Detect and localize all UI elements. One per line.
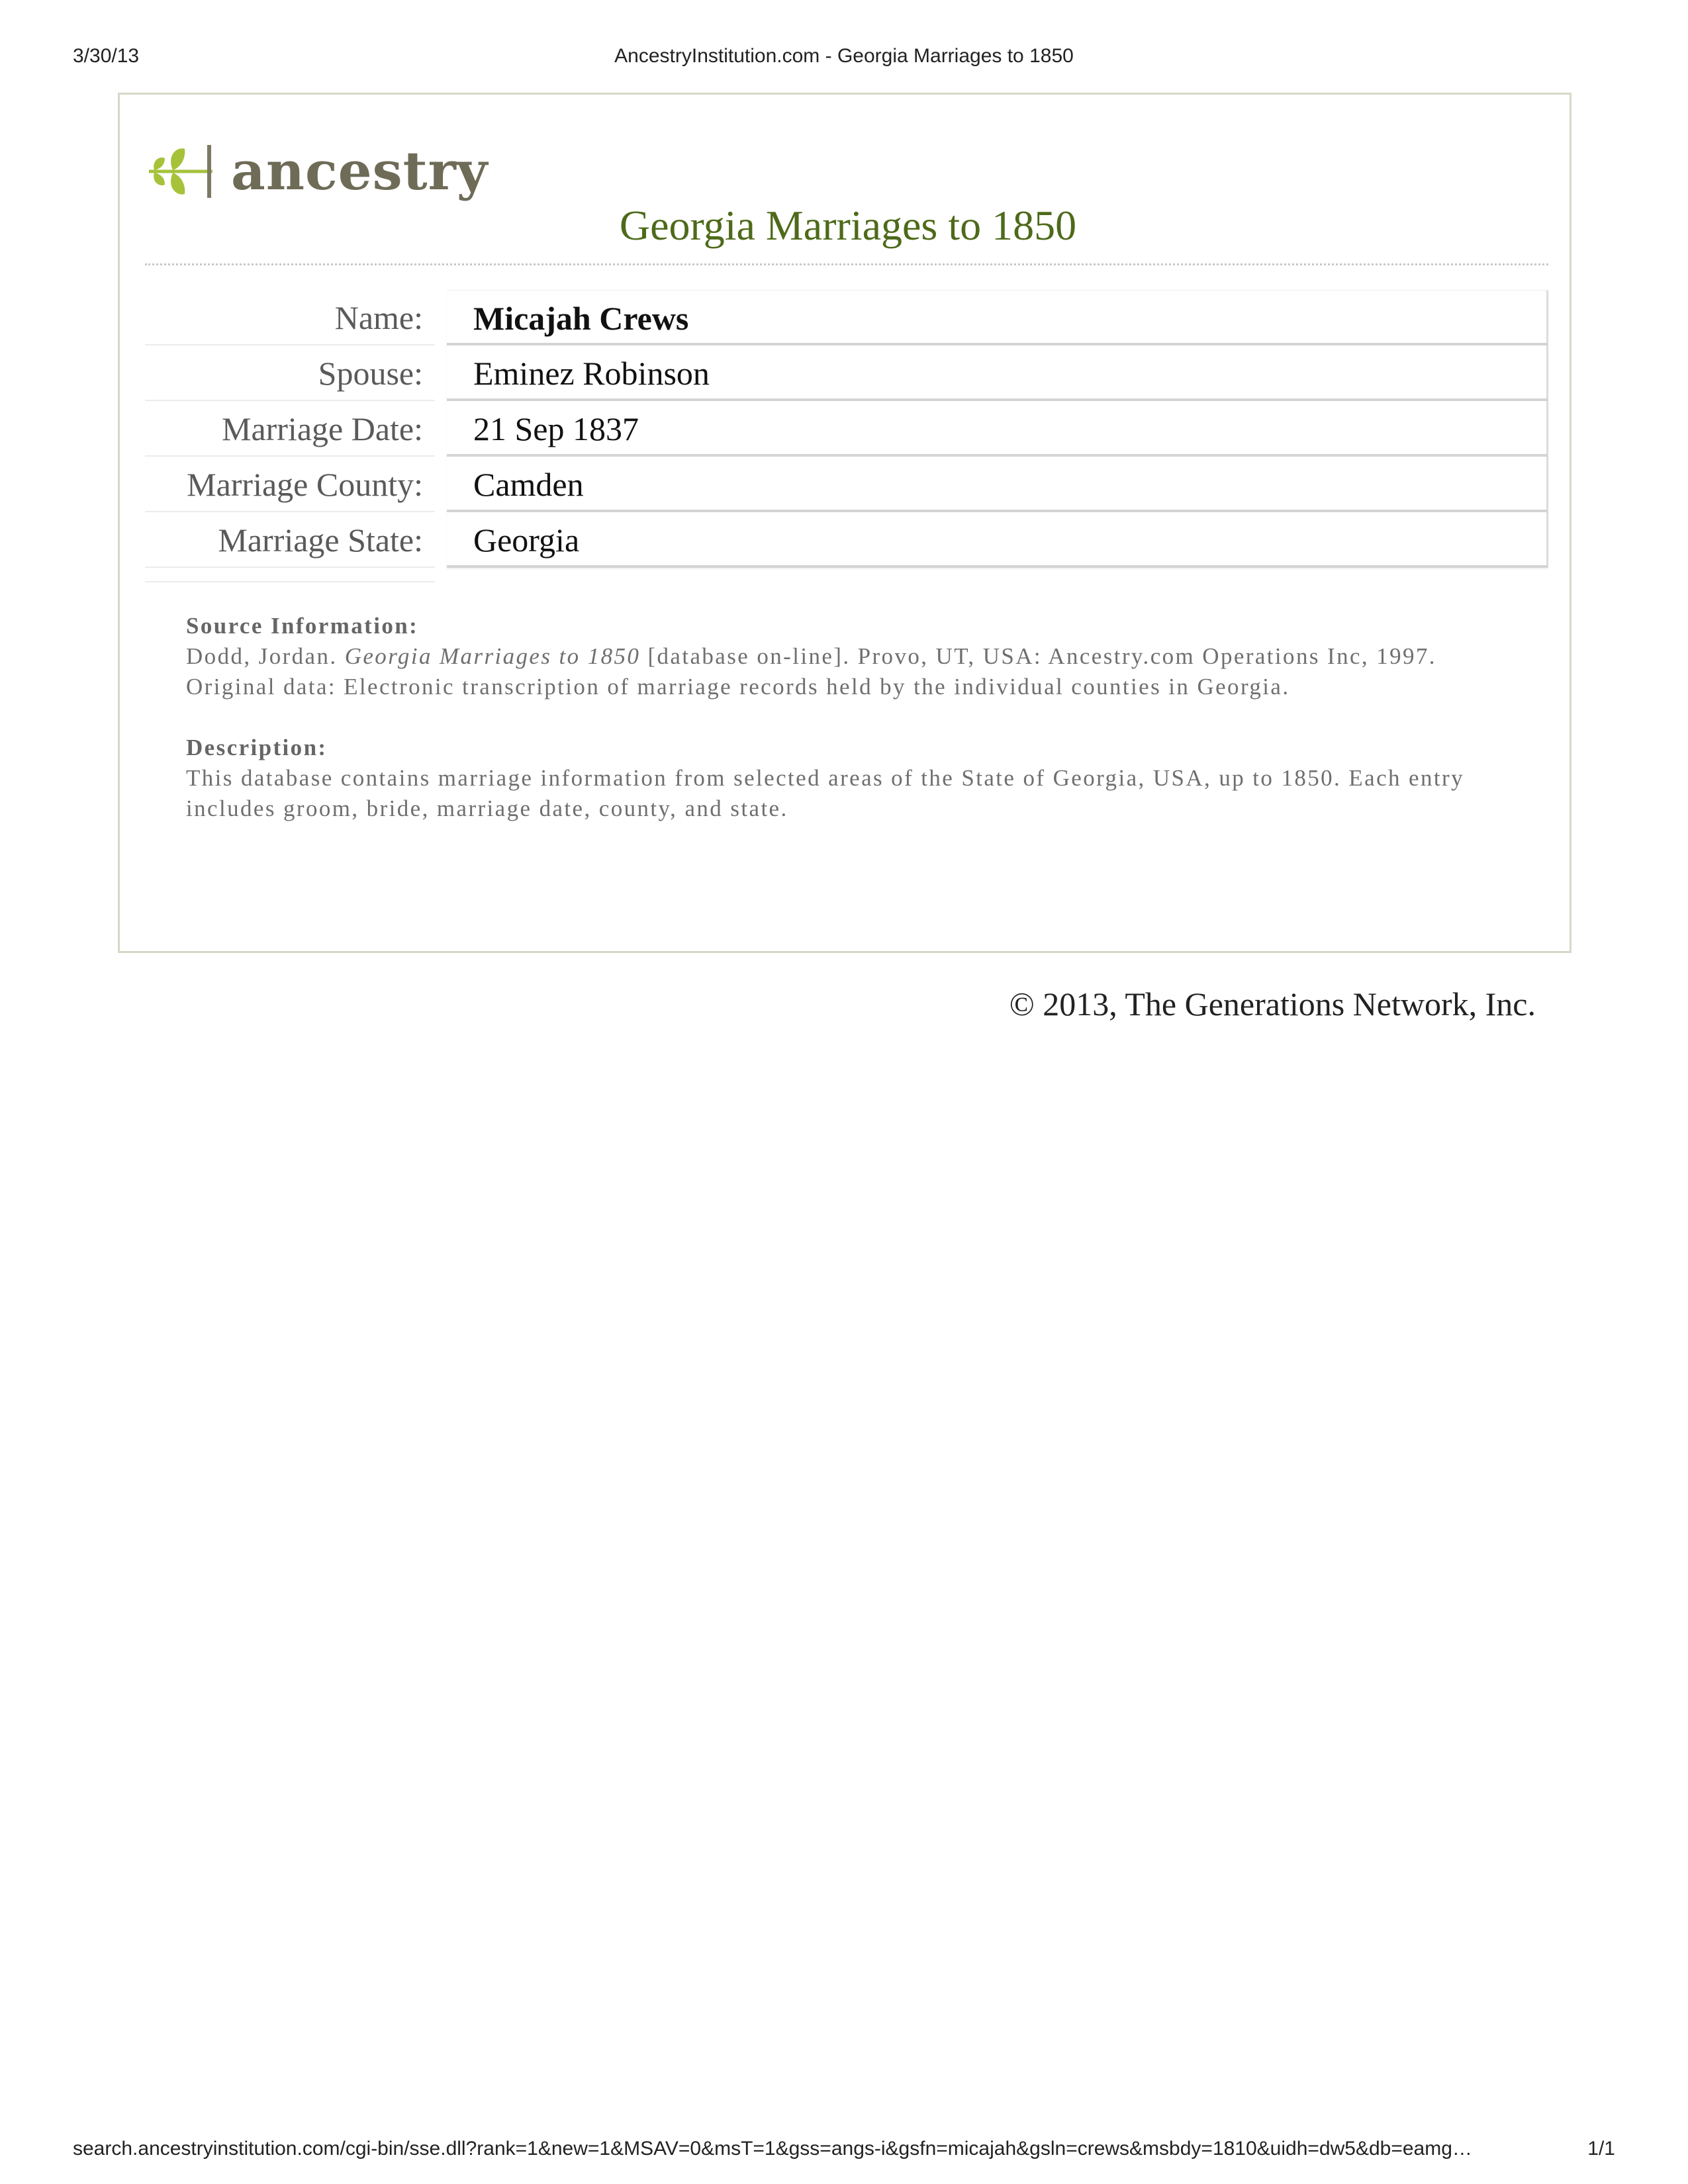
source-original-data: Original data: Electronic transcription of marriage records held by the individual counties in Georgia. [186, 674, 1290, 700]
field-value: Camden [447, 457, 1548, 512]
description-text: This database contains marriage information from selected areas of the State of Georgia, USA, up to 1850. Each entry includes groom, bride, marriage date, county, and state. [186, 765, 1464, 821]
source-citation [186, 641, 1490, 672]
record-title: Georgia Marriages to 1850 [619, 202, 1077, 249]
field-label: Name: [145, 290, 435, 345]
source-heading: Source Information: [186, 613, 419, 639]
table-end-rule [145, 568, 435, 582]
record-fields-table [145, 290, 1548, 582]
record-card [118, 93, 1571, 953]
field-value: 21 Sep 1837 [447, 401, 1548, 457]
citation-author: Dodd, Jordan. [186, 643, 345, 669]
field-label: Marriage State: [145, 512, 435, 568]
print-footer [73, 2138, 1615, 2164]
title-divider [145, 263, 1548, 265]
logo-wordmark: ancestry [231, 140, 489, 202]
citation-title: Georgia Marriages to 1850 [344, 643, 641, 669]
field-row-name [145, 290, 1548, 345]
field-value: Georgia [447, 512, 1548, 568]
copyright-notice: © 2013, The Generations Network, Inc. [1009, 985, 1536, 1023]
field-row-marriage-county [145, 457, 1548, 512]
ancestry-logo[interactable] [146, 134, 488, 207]
description-heading: Description: [186, 735, 328, 760]
print-page-title: AncestryInstitution.com - Georgia Marriages to 1850 [614, 45, 1074, 67]
source-information [186, 611, 1490, 824]
field-row-marriage-state [145, 512, 1548, 568]
field-label: Spouse: [145, 345, 435, 401]
page-number: 1/1 [1587, 2138, 1615, 2160]
print-url: search.ancestryinstitution.com/cgi-bin/sse.dll?rank=1&new=1&MSAV=0&msT=1&gss=angs-i&gsfn=micajah&gsln=crews&msbdy=1810&uidh=dw5&db=eamg… [73, 2138, 1472, 2160]
field-row-spouse [145, 345, 1548, 401]
print-header [73, 40, 1615, 73]
description-block [186, 733, 1490, 824]
print-date: 3/30/13 [73, 45, 140, 67]
field-value: Micajah Crews [447, 290, 1548, 345]
leaf-sprig-icon [146, 141, 219, 201]
field-label: Marriage Date: [145, 401, 435, 457]
field-label: Marriage County: [145, 457, 435, 512]
field-value: Eminez Robinson [447, 345, 1548, 401]
field-row-marriage-date [145, 401, 1548, 457]
citation-details: [database on-line]. Provo, UT, USA: Ancestry.com Operations Inc, 1997. [640, 643, 1436, 669]
